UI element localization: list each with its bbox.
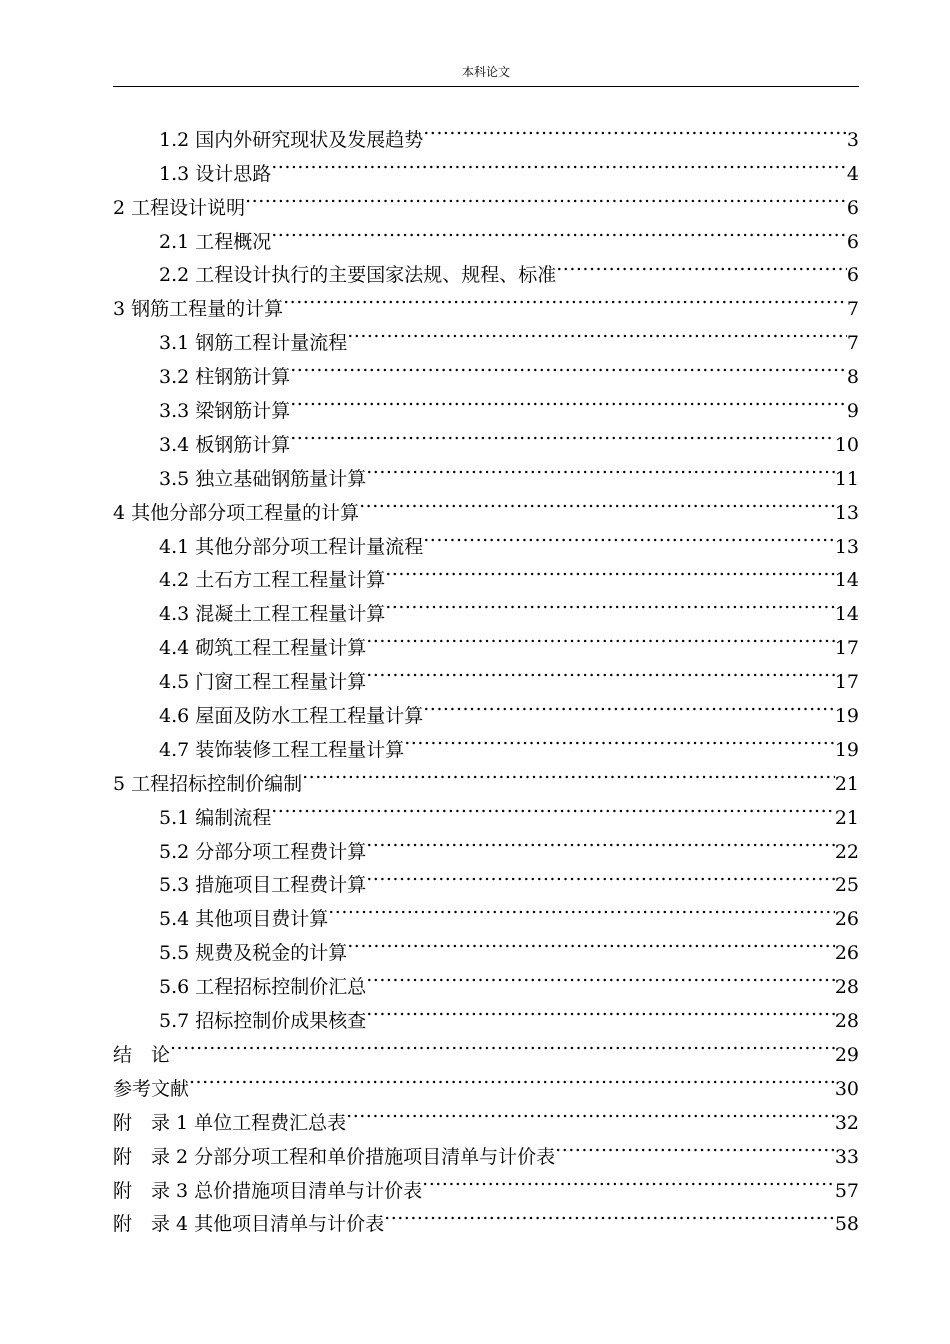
toc-entry-page: 4 (846, 162, 859, 185)
toc-dot-leader (555, 1129, 835, 1163)
toc-entry-title: 5.6 工程招标控制价汇总 (159, 976, 367, 999)
toc-dot-leader (366, 959, 835, 993)
toc-entry-title: 结 论 (113, 1043, 171, 1066)
toc-entry-title: 2.1 工程概况 (159, 230, 272, 253)
toc-entry[interactable] (113, 1027, 859, 1066)
toc-entry-page: 32 (834, 1111, 859, 1134)
toc-dot-leader (302, 756, 835, 790)
toc-dot-leader (347, 925, 835, 959)
toc-entry-title: 5.2 分部分项工程费计算 (159, 840, 367, 863)
toc-entry-title: 4.2 土石方工程工程量计算 (159, 569, 386, 592)
toc-entry-page: 30 (834, 1077, 859, 1100)
toc-dot-leader (366, 620, 835, 654)
toc-entry[interactable] (113, 1061, 859, 1100)
toc-dot-leader (366, 824, 835, 858)
toc-entry-page: 22 (834, 840, 859, 863)
toc-entry-title: 4.4 砌筑工程工程量计算 (159, 637, 367, 660)
toc-entry-page: 28 (834, 976, 859, 999)
toc-entry-title: 参考文献 (113, 1077, 190, 1100)
toc-entry-page: 14 (834, 569, 859, 592)
toc-dot-leader (290, 383, 847, 417)
toc-entry-title: 3.3 梁钢筋计算 (159, 400, 291, 423)
toc-dot-leader (271, 214, 847, 248)
toc-entry-page: 25 (834, 874, 859, 897)
page-header (113, 64, 859, 87)
toc-entry-page: 14 (834, 603, 859, 626)
toc-dot-leader (189, 1061, 835, 1095)
toc-dot-leader (366, 858, 835, 892)
toc-dot-leader (359, 485, 835, 519)
toc-dot-leader (384, 1197, 835, 1231)
toc-dot-leader (422, 1163, 835, 1197)
toc-dot-leader (346, 1095, 835, 1129)
toc-entry-page: 29 (834, 1043, 859, 1066)
toc-entry-page: 58 (834, 1213, 859, 1236)
toc-entry-page: 19 (834, 738, 859, 761)
toc-entry-page: 57 (834, 1179, 859, 1202)
toc-entry-page: 10 (834, 433, 859, 456)
toc-entry-page: 17 (834, 637, 859, 660)
toc-entry-page: 6 (846, 196, 859, 219)
toc-entry-title: 附 录 3 总价措施项目清单与计价表 (113, 1179, 423, 1202)
toc-entry-title: 4.5 门窗工程工程量计算 (159, 671, 367, 694)
toc-entry-title: 3.5 独立基础钢筋量计算 (159, 467, 367, 490)
toc-entry-page: 9 (846, 400, 859, 423)
toc-dot-leader (366, 451, 835, 485)
toc-entry-page: 7 (846, 332, 859, 355)
toc-entry-title: 附 录 2 分部分项工程和单价措施项目清单与计价表 (113, 1145, 556, 1168)
toc-dot-leader (170, 1027, 835, 1061)
toc-entry-title: 5.5 规费及税金的计算 (159, 942, 348, 965)
toc-entry-title: 4.6 屋面及防水工程工程量计算 (159, 705, 424, 728)
toc-dot-leader (404, 722, 835, 756)
toc-entry-title: 4 其他分部分项工程量的计算 (113, 501, 360, 524)
toc-entry-page: 19 (834, 705, 859, 728)
toc-entry-page: 33 (834, 1145, 859, 1168)
toc-entry-page: 7 (846, 298, 859, 321)
toc-entry-page: 6 (846, 264, 859, 287)
toc-dot-leader (366, 654, 835, 688)
toc-entry-page: 21 (834, 806, 859, 829)
toc-entry-page: 17 (834, 671, 859, 694)
toc-dot-leader (385, 586, 835, 620)
toc-entry-title: 4.7 装饰装修工程工程量计算 (159, 738, 405, 761)
toc-entry-page: 26 (834, 942, 859, 965)
toc-entry-page: 13 (834, 501, 859, 524)
table-of-contents (113, 112, 859, 1236)
toc-entry-page: 3 (846, 128, 859, 151)
toc-entry-title: 4.1 其他分部分项工程计量流程 (159, 535, 424, 558)
toc-dot-leader (347, 315, 847, 349)
toc-entry-title: 5.3 措施项目工程费计算 (159, 874, 367, 897)
toc-dot-leader (290, 417, 835, 451)
toc-entry[interactable] (113, 112, 859, 151)
toc-dot-leader (556, 248, 847, 282)
toc-entry-page: 26 (834, 908, 859, 931)
toc-entry-title: 5 工程招标控制价编制 (113, 772, 303, 795)
toc-dot-leader (385, 553, 835, 587)
toc-entry-page: 28 (834, 1010, 859, 1033)
toc-dot-leader (290, 349, 847, 383)
toc-entry-title: 1.2 国内外研究现状及发展趋势 (159, 128, 424, 151)
toc-entry-page: 8 (846, 366, 859, 389)
toc-dot-leader (271, 790, 835, 824)
toc-entry-title: 2 工程设计说明 (113, 196, 246, 219)
toc-entry-page: 6 (846, 230, 859, 253)
toc-entry-page: 13 (834, 535, 859, 558)
toc-entry-title: 2.2 工程设计执行的主要国家法规、规程、标准 (159, 264, 557, 287)
toc-entry-title: 4.3 混凝土工程工程量计算 (159, 603, 386, 626)
toc-entry-title: 3.1 钢筋工程计量流程 (159, 332, 348, 355)
toc-entry-title: 1.3 设计思路 (159, 162, 272, 185)
toc-dot-leader (328, 891, 835, 925)
toc-dot-leader (423, 112, 847, 146)
toc-entry-page: 21 (834, 772, 859, 795)
toc-dot-leader (366, 993, 835, 1027)
toc-entry-title: 附 录 1 单位工程费汇总表 (113, 1111, 347, 1134)
toc-entry-title: 5.4 其他项目费计算 (159, 908, 329, 931)
toc-dot-leader (245, 180, 847, 214)
toc-entry-title: 3.4 板钢筋计算 (159, 433, 291, 456)
toc-entry-page: 11 (834, 467, 859, 490)
toc-dot-leader (283, 281, 847, 315)
toc-entry-title: 5.7 招标控制价成果核查 (159, 1010, 367, 1033)
header-title: 本科论文 (461, 65, 510, 79)
toc-entry[interactable] (113, 1095, 859, 1134)
toc-dot-leader (423, 519, 835, 553)
toc-entry-title: 3 钢筋工程量的计算 (113, 298, 284, 321)
toc-entry-title: 3.2 柱钢筋计算 (159, 366, 291, 389)
toc-dot-leader (423, 688, 835, 722)
toc-entry-title: 5.1 编制流程 (159, 806, 272, 829)
toc-entry-title: 附 录 4 其他项目清单与计价表 (113, 1213, 385, 1236)
toc-dot-leader (271, 146, 847, 180)
